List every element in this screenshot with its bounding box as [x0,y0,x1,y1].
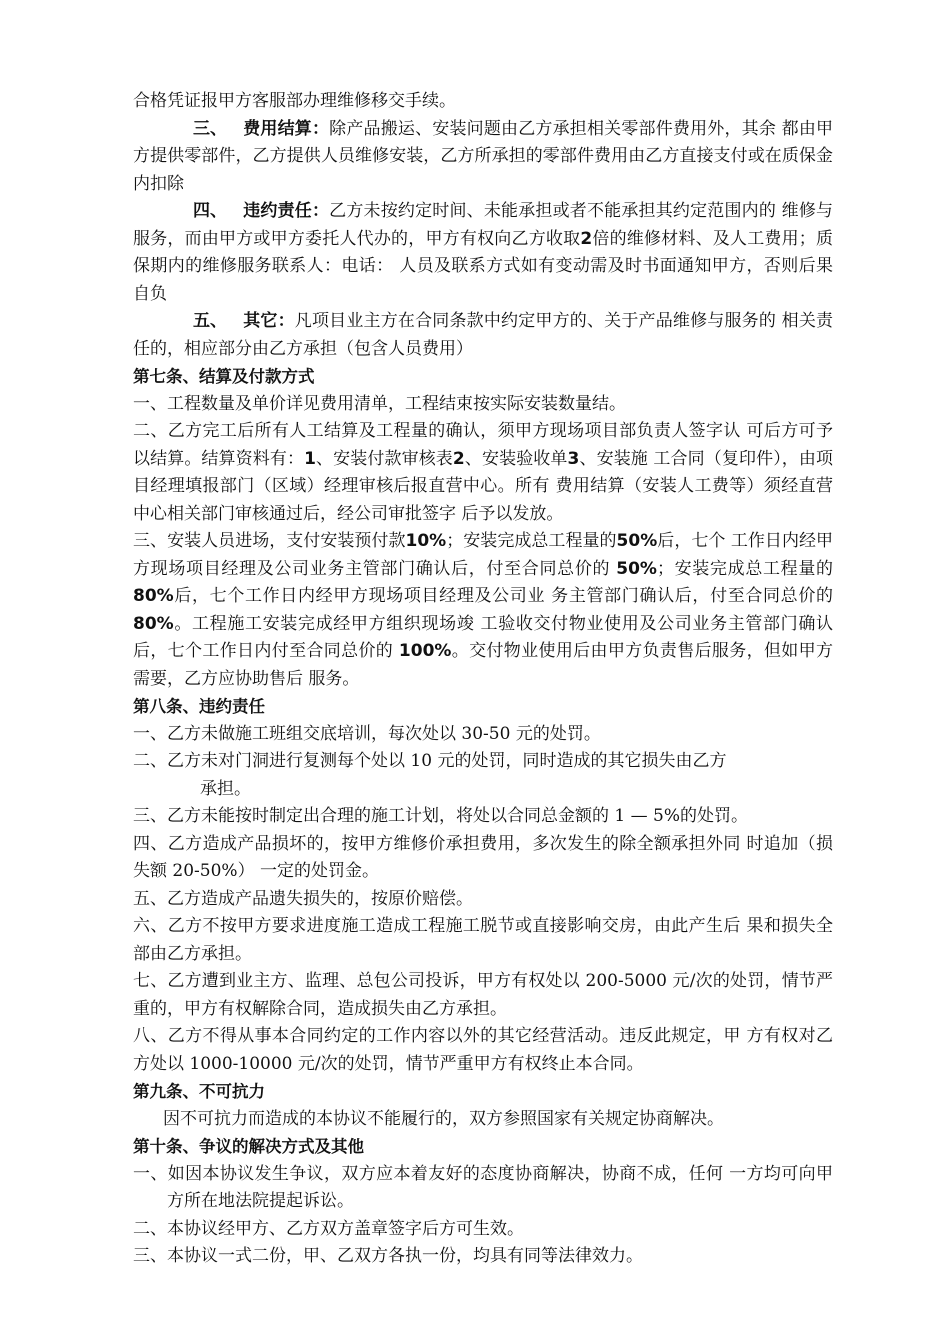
percent-value: 80% [133,586,174,606]
article-7-item-3 [133,528,833,693]
item-number: 2 [452,448,465,469]
article-8-item-4: 四、乙方造成产品损坏的，按甲方维修价承担费用，多次发生的除全额承担外同 时追加（损失额 20-50%） 一定的处罚金。 [133,833,833,881]
percent-value: 50% [616,558,657,579]
article-9-text: 因不可抗力而造成的本协议不能履行的，双方参照国家有关规定协商解决。 [163,1108,724,1129]
article-8-item-7: 七、乙方遭到业主方、监理、总包公司投诉，甲方有权处以 200-5000 元/次的处罚，情节严重的，甲方有权解除合同，造成损失由乙方承担。 [133,971,833,1019]
article-8-item-5: 五、乙方造成产品遗失损失的，按原价赔偿。 [133,888,473,909]
clause-number: 四、 [193,201,227,221]
item-text: 。交付物业使用后由甲方负责售后服务，但如甲方需要，乙方应协助售后 服务。 [133,641,833,689]
article-8-item-8: 八、乙方不得从事本合同约定的工作内容以外的其它经营活动。违反此规定，甲 方有权对乙方处以 1000-10000 元/次的处罚，情节严重甲方有权终止本合同。 [133,1026,833,1074]
clause-cost-settlement [133,116,833,199]
article-8-item-3: 三、乙方未能按时制定出合理的施工计划，将处以合同总金额的 1 — 5%的处罚。 [133,806,748,826]
percent-value: 10% [405,531,447,551]
item-text: 、安装验收单 [464,448,568,469]
percent-value: 50% [616,531,658,551]
article-8-title: 第八条、违约责任 [133,697,265,716]
item-text: 、安装付款审核表 [315,448,453,469]
clause-text: 凡项目业主方在合同条款中约定甲方的、关于产品维修与服务的 相关责任的，相应部分由乙方承担（包含人员费用） [133,311,834,359]
percent-value: 80% [133,613,174,634]
paragraph-handover: 合格凭证报甲方客服部办理维修移交手续。 [133,91,456,111]
item-text: 三、安装人员进场，支付安装预付款 [133,531,406,551]
article-8-item-6: 六、乙方不按甲方要求进度施工造成工程施工脱节或直接影响交房，由此产生后 果和损失全部由乙方承担。 [133,916,833,964]
clause-multiplier: 2 [580,228,593,249]
clause-label: 费用结算： [243,118,330,139]
item-number: 3 [567,448,580,469]
article-7-item-1: 一、工程数量及单价详见费用清单，工程结束按实际安装数量结。 [133,393,626,414]
clause-number: 五、 [193,311,227,331]
article-10-item-2: 二、本协议经甲方、乙方双方盖章签字后方可生效。 [133,1218,524,1239]
article-9-title: 第九条、不可抗力 [133,1082,265,1101]
article-8-item-2: 二、乙方未对门洞进行复测每个处以 10 元的处罚，同时造成的其它损失由乙方 [133,751,727,771]
item-text: 、安装施 工合同（复印件），由项目经理填报部门（区域）经理审核后报直营中心。所有 费用结算（安装人工费等）须经直营中心相关部门审核通过后，经公司审批签字 后予以发放。 [133,448,834,524]
item-text: 后，七个 工作日内经甲方现场项目经理及公司业务主管部门确认后，付至合同总价的 [133,531,834,579]
clause-text: 乙方未按约定时间、未能承担或者不能承担其约定范围内的 维修与服务，而由甲方或甲方委托人代办的，甲方有权向乙方收取 [133,201,834,249]
item-text: 后，七个工作日内经甲方现场项目经理及公司业 务主管部门确认后，付至合同总价的 [173,586,833,606]
article-10-item-3: 三、本协议一式二份，甲、乙双方各执一份，均具有同等法律效力。 [133,1246,643,1266]
article-8-item-2-cont: 承担。 [200,778,251,799]
article-10-title: 第十条、争议的解决方式及其他 [133,1137,364,1156]
clause-text-cont: 倍的维修材料、及人工费用；质保期内的维修服务联系人：电话： 人员及联系方式如有变动需及时书面通知甲方，否则后果自负 [133,228,834,304]
article-7-item-2 [133,418,833,528]
item-text: 二、乙方完工后所有人工结算及工程量的确认，须甲方现场项目部负责人签字认 可后方可予以结算。结算资料有： [133,421,833,469]
clause-text: 除产品搬运、安装问题由乙方承担相关零部件费用外，其余 都由甲方提供零部件，乙方提供人员维修安装，乙方所承担的零部件费用由乙方直接支付或在质保金内扣除 [133,118,834,194]
item-text: ；安装完成总工程量的 [446,531,617,551]
clause-label: 违约责任： [243,201,330,221]
item-text: ；安装完成总工程量的 [656,558,834,579]
clause-breach [133,198,833,308]
clause-label: 其它： [243,311,295,331]
item-number: 1 [304,448,316,469]
clause-other [133,308,833,363]
percent-value: 100% [398,641,452,661]
article-7-title: 第七条、结算及付款方式 [133,367,315,386]
item-text: 。工程施工安装完成经甲方组织现场竣 工验收交付物业使用及公司业务主管部门确认后，七个工作日内付至合同总价的 [133,613,833,661]
article-8-item-1: 一、乙方未做施工班组交底培训，每次处以 30-50 元的处罚。 [133,723,601,744]
clause-number: 三、 [193,118,227,139]
article-10-item-1: 一、如因本协议发生争议，双方应本着友好的态度协商解决，协商不成，任何 一方均可向甲方所在地法院提起诉讼。 [133,1163,833,1211]
contract-page [133,88,833,1271]
